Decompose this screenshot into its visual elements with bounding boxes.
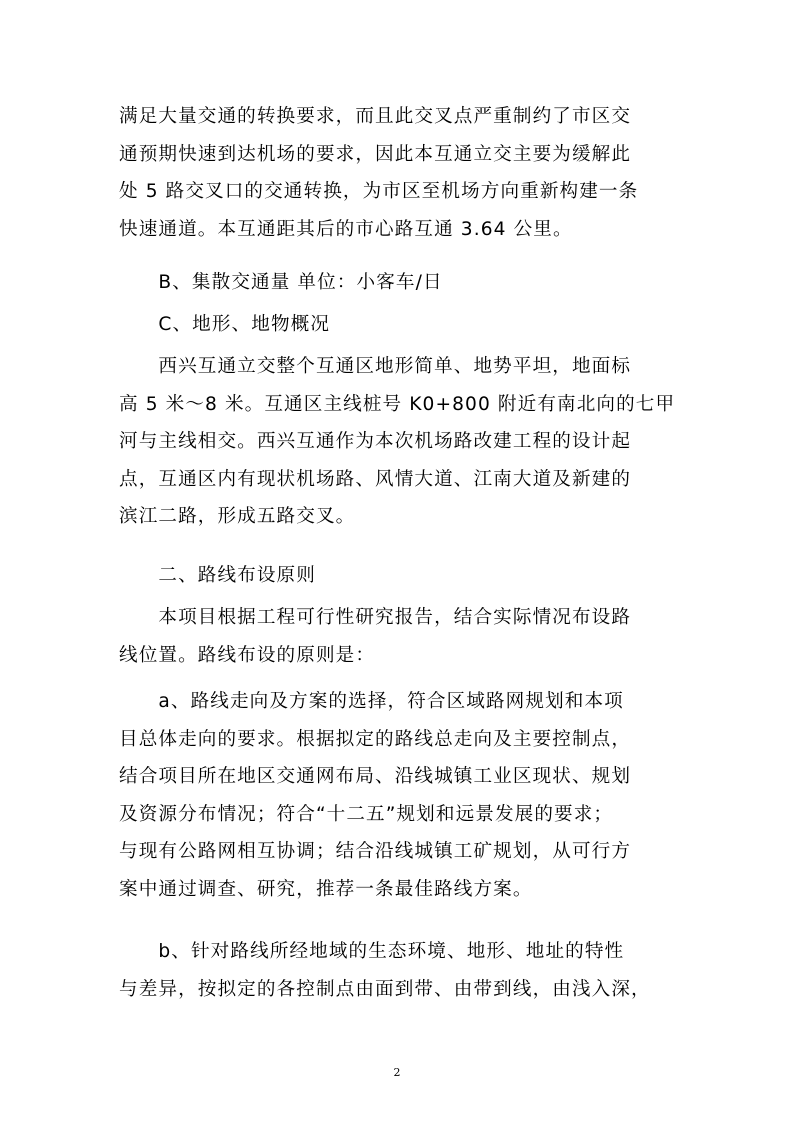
text-line: 点，互通区内有现状机场路、风情大道、江南大道及新建的 — [119, 468, 632, 490]
text-line: 案中通过调查、研究，推荐一条最佳路线方案。 — [119, 878, 533, 900]
paragraph-terrain-description — [119, 348, 679, 536]
text-line: 河与主线相交。西兴互通作为本次机场路改建工程的设计起 — [119, 431, 632, 452]
text-line: 通预期快速到达机场的要求，因此本互通立交主要为缓解此 — [119, 143, 632, 165]
text-line: 目总体走向的要求。根据拟定的路线总走向及主要控制点， — [119, 728, 632, 750]
text-line: 结合项目所在地区交通网布局、沿线城镇工业区现状、规划 — [119, 766, 632, 787]
text-line: 满足大量交通的转换要求，而且此交叉点严重制约了市区交 — [119, 106, 632, 127]
text-line: 处 5 路交叉口的交通转换，为市区至机场方向重新构建一条 — [119, 181, 639, 202]
paragraph-principle-b — [119, 933, 679, 1008]
paragraph-principle-a — [119, 683, 679, 908]
text-line: B、集散交通量 单位：小客车/日 — [119, 272, 443, 293]
text-line: 本项目根据工程可行性研究报告，结合实际情况布设路 — [119, 607, 632, 628]
text-line: 滨江二路，形成五路交叉。 — [119, 506, 356, 527]
text-line: C、地形、地物概况 — [119, 314, 331, 335]
text-line: 线位置。路线布设的原则是： — [119, 644, 376, 666]
text-line: 与差异，按拟定的各控制点由面到带、由带到线，由浅入深， — [119, 978, 651, 1000]
text-line: 高 5 米～8 米。互通区主线桩号 K0+800 附近有南北向的七甲 — [119, 393, 676, 415]
heading-terrain-overview — [119, 306, 679, 344]
text-line: 与现有公路网相互协调；结合沿线城镇工矿规划，从可行方 — [119, 841, 632, 862]
text-line: a、路线走向及方案的选择，符合区域路网规划和本项 — [119, 691, 624, 712]
text-line: 西兴互通立交整个互通区地形简单、地势平坦，地面标 — [119, 356, 632, 377]
text-line: 二、路线布设原则 — [119, 565, 316, 586]
heading-traffic-volume — [119, 264, 679, 302]
page-number: 2 — [393, 1066, 401, 1079]
paragraph-route-intro — [119, 599, 679, 674]
text-line: b、针对路线所经地域的生态环境、地形、地址的特性 — [119, 941, 625, 962]
heading-route-principles — [119, 557, 679, 595]
text-line: 快速通道。本互通距其后的市心路互通 3.64 公里。 — [119, 218, 573, 240]
text-line: 及资源分布情况；符合“十二五”规划和远景发展的要求； — [119, 803, 614, 825]
paragraph-interchange-purpose — [119, 98, 679, 248]
